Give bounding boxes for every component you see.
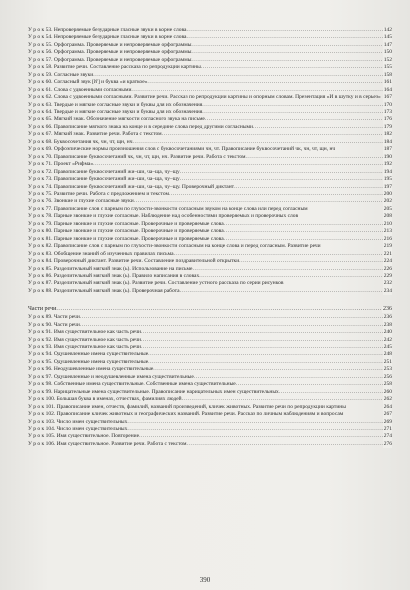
- toc-entry-page: 267: [383, 411, 392, 418]
- toc-entry-title: У р о к 97. Одушевленные и неодушевленные имена существительные .....: [28, 374, 392, 380]
- toc-entry: [28, 404, 392, 411]
- toc-entry-page: 164: [383, 86, 392, 93]
- toc-entry-title: У р о к 55. Орфограмма. Проверяемые и непроверяемые орфограммы .....: [28, 42, 392, 48]
- toc-entry-title: У р о к 99. Нарицательные имена существительные. Правописание нарицательных имен существительных .....: [28, 389, 392, 395]
- toc-entry: [28, 228, 392, 235]
- toc-entry-title: У р о к 62. Слова с удвоенными согласными. Развитие речи. Рассказ по репродукции картины и опорным словам. Презентация «И в шутку и в серьез»: [28, 94, 381, 101]
- toc-entry: [28, 109, 392, 116]
- toc-entry: [28, 426, 392, 433]
- toc-entry: [28, 243, 392, 250]
- toc-entry-title: У р о к 67. Мягкий знак. Развитие речи. Работа с текстом .....: [28, 131, 392, 137]
- toc-entry-page: 221: [383, 250, 392, 257]
- toc-entry: [28, 433, 392, 440]
- toc-entry: [28, 266, 392, 273]
- toc-entry-title: У р о к 106. Имя существительное. Развитие речи. Работа с текстом .....: [28, 441, 392, 447]
- toc-entry-page: 152: [383, 56, 392, 63]
- toc-entry: [28, 184, 392, 191]
- toc-entry-title: У р о к 59. Согласные звуки .....: [28, 72, 392, 78]
- toc-entry-page: 195: [383, 176, 392, 183]
- toc-entry: [28, 87, 392, 94]
- toc-entry-title: У р о к 80. Парные звонкие и глухие согласные. Проверочные и проверяемые слова .....: [28, 228, 392, 234]
- toc-entry-page: 251: [383, 358, 392, 365]
- toc-entry: [28, 273, 392, 280]
- toc-entry: [28, 154, 392, 161]
- toc-entry: [28, 258, 392, 265]
- toc-entry-page: 236: [383, 314, 392, 321]
- toc-entry: [28, 146, 392, 153]
- toc-entry-title: У р о к 84. Проверочный диктант. Развитие речи. Составление поздравительной открытки .....: [28, 258, 392, 264]
- toc-entry: [28, 381, 392, 388]
- toc-entry-title: У р о к 70. Правописание буквосочетаний чк, чн, чт, щн, нч. Развитие речи. Работа с текстом .....: [28, 154, 392, 160]
- toc-entry-page: 276: [383, 440, 392, 447]
- toc-entry: [28, 191, 392, 198]
- toc-entry-title: У р о к 64. Твердые и мягкие согласные звуки и буквы для их обозначения .....: [28, 109, 392, 115]
- toc-entry-title: У р о к 81. Парные звонкие и глухие согласные. Проверочные и проверяемые слова .....: [28, 236, 392, 242]
- toc-entry-page: 248: [383, 351, 392, 358]
- toc-entry-title: У р о к 71. Проект «Рифма» .....: [28, 161, 392, 167]
- toc-entry-page: 150: [383, 49, 392, 56]
- toc-entry: [28, 366, 392, 373]
- toc-entry-page: 167: [383, 94, 392, 101]
- toc-entry-title: У р о к 75. Развитие речи. Работа с предложением и текстом .....: [28, 191, 392, 197]
- toc-entry: [28, 116, 392, 123]
- toc-entry-page: 219: [383, 243, 392, 250]
- toc-entry-title: У р о к 100. Большая буква в именах, отчествах, фамилиях людей .....: [28, 396, 392, 402]
- toc-entry-page: 224: [383, 258, 392, 265]
- toc-entry: [28, 57, 392, 64]
- toc-entry: [28, 322, 392, 329]
- toc-entry-title: У р о к 74. Правописание буквосочетаний жи–ши, ча–ща, чу–щу. Проверочный диктант .....: [28, 184, 392, 190]
- toc-entry-page: 258: [383, 381, 392, 388]
- toc-entry-page: 229: [383, 272, 392, 279]
- toc-entry-title: У р о к 94. Одушевленные имена существительные .....: [28, 351, 392, 357]
- toc-entry: [28, 389, 392, 396]
- toc-entry-page: 194: [383, 168, 392, 175]
- toc-entry-page: 210: [383, 220, 392, 227]
- toc-entry-title: У р о к 104. Число имен существительных .....: [28, 426, 392, 432]
- toc-entry-page: 173: [383, 108, 392, 115]
- toc-entry: [28, 351, 392, 358]
- page-number: 390: [199, 576, 211, 584]
- toc-entry-page: 236: [383, 305, 392, 312]
- toc-entry-page: 269: [383, 418, 392, 425]
- toc-entry: [28, 206, 392, 213]
- toc-entry: [28, 337, 392, 344]
- toc-entry-title: У р о к 86. Разделительный мягкий знак (ь). Правило написания в словах .....: [28, 273, 392, 279]
- toc-entry-title: У р о к 65. Мягкий знак. Обозначение мягкости согласного звука на письме .....: [28, 116, 392, 122]
- toc-entry-page: 208: [383, 213, 392, 220]
- toc-entry-page: 202: [383, 198, 392, 205]
- toc-entry-title: У р о к 82. Правописание слов с парным по глухости-звонкости согласным на конце слова и перед согласным. Развитие речи: [28, 243, 321, 250]
- toc-entry-title: У р о к 101. Правописание имен, отчеств, фамилий, названий произведений, кличек животных. Развитие речи по репродукции картины: [28, 403, 346, 410]
- toc-entry-page: 187: [383, 146, 392, 153]
- toc-entry-page: 158: [383, 71, 392, 78]
- toc-entry: [28, 64, 392, 71]
- toc-entry-page: 256: [383, 373, 392, 380]
- toc-entry-page: 226: [383, 265, 392, 272]
- toc-entry: [28, 288, 392, 295]
- toc-entry-title: У р о к 76. Звонкие и глухие согласные звуки .....: [28, 198, 392, 204]
- toc-entry-page: 216: [383, 235, 392, 242]
- toc-entry: [28, 72, 392, 79]
- toc-entry-page: 182: [383, 131, 392, 138]
- toc-entry-page: 145: [383, 34, 392, 41]
- toc-entry-title: У р о к 103. Число имен существительных .....: [28, 419, 392, 425]
- toc-entry-page: 179: [383, 123, 392, 130]
- toc-entry-title: У р о к 98. Собственные имена существительные. Собственные имена существительные .....: [28, 381, 392, 387]
- toc-entry-title: У р о к 90. Части речи .....: [28, 322, 392, 328]
- toc-entry-page: 232: [383, 280, 392, 287]
- toc-entry-title: У р о к 85. Разделительный мягкий знак (ь). Использование на письме .....: [28, 266, 392, 272]
- table-of-contents: [28, 27, 392, 448]
- toc-entry: [28, 176, 392, 183]
- toc-entry-title: У р о к 61. Слова с удвоенными согласными .....: [28, 87, 392, 93]
- toc-entry-title: У р о к 57. Орфограмма. Проверяемые и непроверяемые орфограммы .....: [28, 57, 392, 63]
- toc-entry: [28, 359, 392, 366]
- toc-entry-title: У р о к 63. Твердые и мягкие согласные звуки и буквы для их обозначения .....: [28, 102, 392, 108]
- toc-entry-title: У р о к 89. Части речи .....: [28, 314, 392, 320]
- toc-entry: [28, 42, 392, 49]
- toc-entry: [28, 236, 392, 243]
- toc-entry-title: У р о к 91. Имя существительное как часть речи .....: [28, 329, 392, 335]
- spacer: [28, 295, 392, 302]
- section-heading: [28, 306, 392, 313]
- toc-entry-title: У р о к 78. Парные звонкие и глухие согласные. Наблюдение над особенностями проверяемых и проверочных слов: [28, 213, 299, 220]
- toc-entry-title: У р о к 77. Правописание слов с парным по глухости-звонкости согласным звуком на конце слова или перед согласным: [28, 205, 308, 212]
- toc-entry: [28, 411, 392, 418]
- toc-entry: [28, 314, 392, 321]
- toc-entry-title: У р о к 87. Разделительный мягкий знак (ь). Развитие речи. Составление устного рассказа по серии рисунков: [28, 280, 284, 287]
- toc-entry: [28, 102, 392, 109]
- toc-entry-page: 260: [383, 388, 392, 395]
- toc-entry-page: 234: [383, 287, 392, 294]
- toc-entry-page: 213: [383, 228, 392, 235]
- toc-entry-title: У р о к 92. Имя существительное как часть речи .....: [28, 337, 392, 343]
- toc-entry-title: У р о к 58. Развитие речи. Составление рассказа по репродукции картины .....: [28, 64, 392, 70]
- toc-entry-title: У р о к 93. Имя существительное как часть речи .....: [28, 344, 392, 350]
- toc-entry-page: 253: [383, 366, 392, 373]
- toc-entry-page: 192: [383, 161, 392, 168]
- toc-entry: [28, 94, 392, 101]
- toc-entry-page: 197: [383, 183, 392, 190]
- toc-entry-title: У р о к 69. Орфоэпические нормы произношения слов с буквосочетаниями чн, чт. Правописание буквосочетаний чк, чн, чт, щн, нч: [28, 146, 336, 153]
- toc-entry-page: 238: [383, 321, 392, 328]
- toc-entry-page: 161: [383, 79, 392, 86]
- toc-entry-page: 271: [383, 426, 392, 432]
- toc-entry: [28, 139, 392, 146]
- toc-entry-title: У р о к 88. Разделительный мягкий знак (ь). Проверочная работа .....: [28, 288, 392, 294]
- toc-entry-title: У р о к 68. Буквосочетания чк, чн, чт, щн, нч .....: [28, 139, 392, 145]
- toc-entry: [28, 213, 392, 220]
- toc-entry-title: Части речи .....: [28, 306, 392, 312]
- toc-entry-title: У р о к 73. Правописание буквосочетаний жи–ши, ча–ща, чу–щу .....: [28, 176, 392, 182]
- toc-entry-title: У р о к 60. Согласный звук [й'] и буква «и краткое» .....: [28, 79, 392, 85]
- toc-entry: [28, 329, 392, 336]
- toc-entry: [28, 161, 392, 168]
- toc-entry-page: 176: [383, 116, 392, 123]
- toc-entry-title: У р о к 54. Непроверяемые безударные гласные звуки в корне слова .....: [28, 34, 392, 40]
- toc-entry-page: 240: [383, 329, 392, 336]
- toc-entry-title: У р о к 53. Непроверяемые безударные гласные звуки в корне слова .....: [28, 27, 392, 33]
- toc-entry: [28, 198, 392, 205]
- toc-entry: [28, 79, 392, 86]
- toc-entry-page: 170: [383, 101, 392, 108]
- toc-entry: [28, 251, 392, 258]
- toc-entry-page: 190: [383, 153, 392, 160]
- toc-entry-page: 262: [383, 396, 392, 403]
- toc-entry: [28, 34, 392, 41]
- toc-entry: [28, 441, 392, 448]
- toc-entry-page: 274: [383, 433, 392, 440]
- toc-entry-title: У р о к 56. Орфограмма. Проверяемые и непроверяемые орфограммы .....: [28, 49, 392, 55]
- toc-entry: [28, 419, 392, 426]
- toc-entry: [28, 396, 392, 403]
- toc-entry-title: У р о к 83. Обобщение знаний об изученных правилах письма .....: [28, 251, 392, 257]
- toc-entry-page: 242: [383, 336, 392, 343]
- toc-entry-page: 200: [383, 190, 392, 197]
- toc-entry-title: У р о к 66. Правописание мягкого знака на конце и в середине слова перед другими согласными .....: [28, 124, 392, 130]
- toc-entry-page: 245: [383, 344, 392, 351]
- toc-entry-page: 142: [383, 27, 392, 33]
- toc-entry: [28, 344, 392, 351]
- toc-entry-page: 147: [383, 41, 392, 48]
- toc-entry-page: 184: [383, 138, 392, 145]
- toc-entry: [28, 49, 392, 56]
- toc-entry: [28, 374, 392, 381]
- toc-entry: [28, 169, 392, 176]
- toc-entry-title: У р о к 102. Правописание кличек животных и географических названий. Развитие речи. Рассказ по личным наблюдениям и вопросам: [28, 411, 344, 418]
- toc-entry-title: У р о к 72. Правописание буквосочетаний жи–ши, ча–ща, чу–щу .....: [28, 169, 392, 175]
- toc-entry-title: У р о к 96. Неодушевленные имена существительные .....: [28, 366, 392, 372]
- toc-entry-page: 205: [383, 205, 392, 212]
- toc-entry: [28, 221, 392, 228]
- toc-entry-title: У р о к 79. Парные звонкие и глухие согласные. Проверочные и проверяемые слова .....: [28, 221, 392, 227]
- toc-entry-page: 155: [383, 64, 392, 71]
- toc-entry: [28, 280, 392, 287]
- toc-entry-title: У р о к 95. Одушевленные имена существительные .....: [28, 359, 392, 365]
- toc-entry: [28, 27, 392, 34]
- toc-entry: [28, 124, 392, 131]
- toc-entry-title: У р о к 105. Имя существительное. Повторение .....: [28, 433, 392, 439]
- toc-entry: [28, 131, 392, 138]
- toc-entry-page: 264: [383, 403, 392, 410]
